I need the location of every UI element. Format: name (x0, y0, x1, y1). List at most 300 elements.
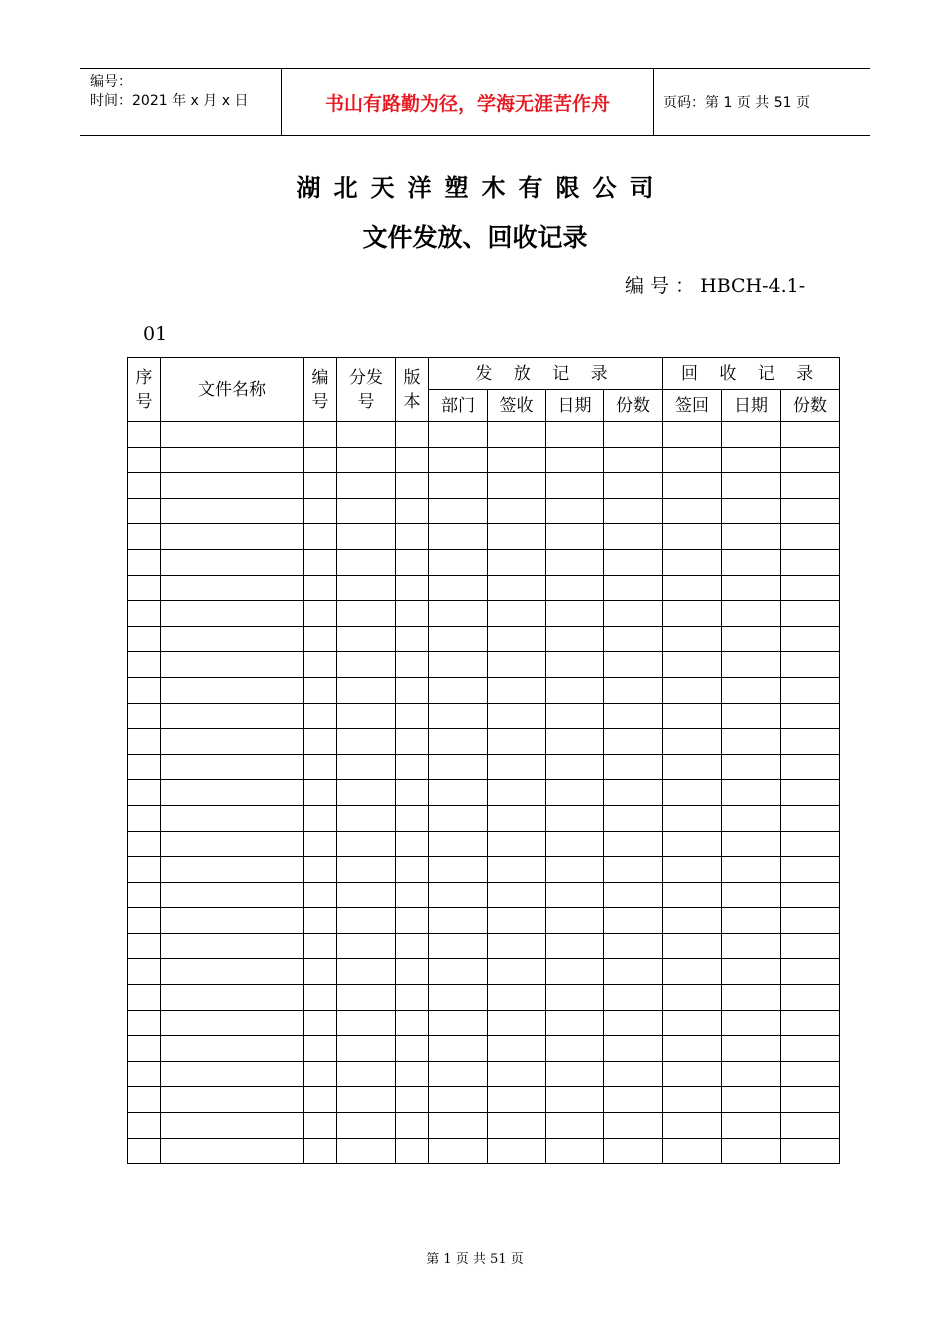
table-cell[interactable] (128, 908, 161, 934)
table-cell[interactable] (604, 1138, 663, 1164)
table-cell[interactable] (304, 1138, 337, 1164)
table-cell[interactable] (429, 1138, 488, 1164)
table-cell[interactable] (396, 1113, 429, 1139)
table-cell[interactable] (161, 754, 304, 780)
table-cell[interactable] (429, 524, 488, 550)
table-cell[interactable] (488, 524, 546, 550)
table-cell[interactable] (781, 575, 840, 601)
table-cell[interactable] (304, 908, 337, 934)
table-cell[interactable] (429, 780, 488, 806)
table-cell[interactable] (781, 1138, 840, 1164)
table-cell[interactable] (663, 703, 722, 729)
table-cell[interactable] (722, 959, 781, 985)
table-cell[interactable] (663, 422, 722, 448)
table-cell[interactable] (128, 831, 161, 857)
table-cell[interactable] (128, 1036, 161, 1062)
table-cell[interactable] (781, 1010, 840, 1036)
table-cell[interactable] (781, 857, 840, 883)
table-cell[interactable] (396, 882, 429, 908)
table-cell[interactable] (128, 652, 161, 678)
table-cell[interactable] (781, 831, 840, 857)
table-cell[interactable] (604, 473, 663, 499)
table-cell[interactable] (337, 1061, 396, 1087)
table-cell[interactable] (722, 473, 781, 499)
table-cell[interactable] (781, 754, 840, 780)
table-cell[interactable] (337, 857, 396, 883)
table-cell[interactable] (396, 703, 429, 729)
table-cell[interactable] (546, 933, 604, 959)
table-cell[interactable] (488, 1010, 546, 1036)
table-cell[interactable] (396, 908, 429, 934)
table-cell[interactable] (161, 575, 304, 601)
table-cell[interactable] (396, 985, 429, 1011)
table-cell[interactable] (128, 1087, 161, 1113)
table-cell[interactable] (337, 959, 396, 985)
table-cell[interactable] (722, 1087, 781, 1113)
table-cell[interactable] (488, 831, 546, 857)
table-cell[interactable] (304, 1087, 337, 1113)
table-cell[interactable] (337, 473, 396, 499)
table-cell[interactable] (722, 601, 781, 627)
table-cell[interactable] (429, 626, 488, 652)
table-cell[interactable] (161, 933, 304, 959)
table-cell[interactable] (128, 626, 161, 652)
table-cell[interactable] (488, 805, 546, 831)
table-cell[interactable] (396, 1138, 429, 1164)
table-cell[interactable] (663, 677, 722, 703)
table-cell[interactable] (337, 780, 396, 806)
table-cell[interactable] (161, 882, 304, 908)
table-cell[interactable] (781, 959, 840, 985)
table-cell[interactable] (604, 549, 663, 575)
table-cell[interactable] (604, 575, 663, 601)
table-cell[interactable] (396, 1061, 429, 1087)
table-cell[interactable] (161, 1087, 304, 1113)
table-cell[interactable] (429, 1113, 488, 1139)
table-cell[interactable] (128, 805, 161, 831)
table-cell[interactable] (781, 447, 840, 473)
table-cell[interactable] (781, 1087, 840, 1113)
table-cell[interactable] (488, 985, 546, 1011)
table-cell[interactable] (604, 831, 663, 857)
table-cell[interactable] (604, 908, 663, 934)
table-cell[interactable] (781, 677, 840, 703)
table-cell[interactable] (337, 626, 396, 652)
table-cell[interactable] (304, 1036, 337, 1062)
table-cell[interactable] (604, 882, 663, 908)
table-cell[interactable] (663, 626, 722, 652)
table-cell[interactable] (546, 831, 604, 857)
table-cell[interactable] (161, 985, 304, 1011)
table-cell[interactable] (546, 729, 604, 755)
table-cell[interactable] (337, 805, 396, 831)
table-cell[interactable] (546, 908, 604, 934)
table-cell[interactable] (128, 549, 161, 575)
table-cell[interactable] (161, 626, 304, 652)
table-cell[interactable] (429, 575, 488, 601)
table-cell[interactable] (546, 524, 604, 550)
table-cell[interactable] (429, 447, 488, 473)
table-cell[interactable] (304, 447, 337, 473)
table-cell[interactable] (781, 703, 840, 729)
table-cell[interactable] (337, 908, 396, 934)
table-cell[interactable] (429, 703, 488, 729)
table-cell[interactable] (488, 908, 546, 934)
table-cell[interactable] (722, 549, 781, 575)
table-cell[interactable] (337, 1036, 396, 1062)
table-cell[interactable] (304, 703, 337, 729)
table-cell[interactable] (604, 754, 663, 780)
table-cell[interactable] (722, 1010, 781, 1036)
table-cell[interactable] (429, 805, 488, 831)
table-cell[interactable] (304, 575, 337, 601)
table-cell[interactable] (488, 933, 546, 959)
table-cell[interactable] (722, 652, 781, 678)
table-cell[interactable] (429, 857, 488, 883)
table-cell[interactable] (488, 549, 546, 575)
table-cell[interactable] (304, 473, 337, 499)
table-cell[interactable] (304, 805, 337, 831)
table-cell[interactable] (546, 959, 604, 985)
table-cell[interactable] (604, 1061, 663, 1087)
table-cell[interactable] (722, 498, 781, 524)
table-cell[interactable] (161, 677, 304, 703)
table-cell[interactable] (488, 422, 546, 448)
table-cell[interactable] (429, 908, 488, 934)
table-cell[interactable] (663, 729, 722, 755)
table-cell[interactable] (663, 1036, 722, 1062)
table-cell[interactable] (546, 549, 604, 575)
table-cell[interactable] (604, 857, 663, 883)
table-cell[interactable] (488, 780, 546, 806)
table-cell[interactable] (337, 1087, 396, 1113)
table-cell[interactable] (663, 601, 722, 627)
table-cell[interactable] (604, 1087, 663, 1113)
table-cell[interactable] (396, 447, 429, 473)
table-cell[interactable] (663, 447, 722, 473)
table-cell[interactable] (781, 498, 840, 524)
table-cell[interactable] (604, 447, 663, 473)
table-cell[interactable] (781, 626, 840, 652)
table-cell[interactable] (128, 703, 161, 729)
table-cell[interactable] (128, 677, 161, 703)
table-cell[interactable] (488, 677, 546, 703)
table-cell[interactable] (161, 1138, 304, 1164)
table-cell[interactable] (546, 498, 604, 524)
table-cell[interactable] (546, 575, 604, 601)
table-cell[interactable] (488, 857, 546, 883)
table-cell[interactable] (161, 1061, 304, 1087)
table-cell[interactable] (663, 473, 722, 499)
table-cell[interactable] (663, 908, 722, 934)
table-cell[interactable] (604, 985, 663, 1011)
table-cell[interactable] (663, 882, 722, 908)
table-cell[interactable] (161, 831, 304, 857)
table-cell[interactable] (161, 1036, 304, 1062)
table-cell[interactable] (161, 524, 304, 550)
table-cell[interactable] (396, 652, 429, 678)
table-cell[interactable] (396, 677, 429, 703)
table-cell[interactable] (304, 1010, 337, 1036)
table-cell[interactable] (337, 498, 396, 524)
table-cell[interactable] (161, 703, 304, 729)
table-cell[interactable] (128, 754, 161, 780)
table-cell[interactable] (722, 524, 781, 550)
table-cell[interactable] (396, 524, 429, 550)
table-cell[interactable] (722, 882, 781, 908)
table-cell[interactable] (429, 677, 488, 703)
table-cell[interactable] (429, 959, 488, 985)
table-cell[interactable] (128, 498, 161, 524)
table-cell[interactable] (304, 524, 337, 550)
table-cell[interactable] (128, 882, 161, 908)
table-cell[interactable] (304, 1113, 337, 1139)
table-cell[interactable] (429, 754, 488, 780)
table-cell[interactable] (781, 601, 840, 627)
table-cell[interactable] (663, 1113, 722, 1139)
table-cell[interactable] (304, 601, 337, 627)
table-cell[interactable] (396, 626, 429, 652)
table-cell[interactable] (337, 831, 396, 857)
table-cell[interactable] (546, 626, 604, 652)
table-cell[interactable] (722, 1036, 781, 1062)
table-cell[interactable] (337, 1138, 396, 1164)
table-cell[interactable] (546, 1036, 604, 1062)
table-cell[interactable] (128, 1113, 161, 1139)
table-cell[interactable] (488, 447, 546, 473)
table-cell[interactable] (546, 1138, 604, 1164)
table-cell[interactable] (128, 933, 161, 959)
table-cell[interactable] (304, 1061, 337, 1087)
table-cell[interactable] (722, 422, 781, 448)
table-cell[interactable] (337, 652, 396, 678)
table-cell[interactable] (161, 447, 304, 473)
table-cell[interactable] (429, 549, 488, 575)
table-cell[interactable] (337, 882, 396, 908)
table-cell[interactable] (161, 959, 304, 985)
table-cell[interactable] (546, 1087, 604, 1113)
table-cell[interactable] (604, 780, 663, 806)
table-cell[interactable] (161, 729, 304, 755)
table-cell[interactable] (663, 857, 722, 883)
table-cell[interactable] (337, 985, 396, 1011)
table-cell[interactable] (304, 422, 337, 448)
table-cell[interactable] (161, 652, 304, 678)
table-cell[interactable] (722, 1113, 781, 1139)
table-cell[interactable] (429, 882, 488, 908)
table-cell[interactable] (488, 473, 546, 499)
table-cell[interactable] (429, 498, 488, 524)
table-cell[interactable] (604, 422, 663, 448)
table-cell[interactable] (604, 959, 663, 985)
table-cell[interactable] (604, 626, 663, 652)
table-cell[interactable] (488, 1087, 546, 1113)
table-cell[interactable] (546, 1061, 604, 1087)
table-cell[interactable] (161, 857, 304, 883)
table-cell[interactable] (161, 422, 304, 448)
table-cell[interactable] (663, 959, 722, 985)
table-cell[interactable] (128, 729, 161, 755)
table-cell[interactable] (337, 729, 396, 755)
table-cell[interactable] (604, 601, 663, 627)
table-cell[interactable] (337, 575, 396, 601)
table-cell[interactable] (304, 857, 337, 883)
table-cell[interactable] (781, 882, 840, 908)
table-cell[interactable] (546, 652, 604, 678)
table-cell[interactable] (604, 1036, 663, 1062)
table-cell[interactable] (304, 729, 337, 755)
table-cell[interactable] (161, 908, 304, 934)
table-cell[interactable] (546, 473, 604, 499)
table-cell[interactable] (722, 857, 781, 883)
table-cell[interactable] (161, 473, 304, 499)
table-cell[interactable] (546, 601, 604, 627)
table-cell[interactable] (429, 831, 488, 857)
table-cell[interactable] (663, 549, 722, 575)
table-cell[interactable] (604, 498, 663, 524)
table-cell[interactable] (161, 1113, 304, 1139)
table-cell[interactable] (604, 1010, 663, 1036)
table-cell[interactable] (488, 601, 546, 627)
table-cell[interactable] (128, 524, 161, 550)
table-cell[interactable] (781, 805, 840, 831)
table-cell[interactable] (396, 498, 429, 524)
table-cell[interactable] (488, 626, 546, 652)
table-cell[interactable] (722, 677, 781, 703)
table-cell[interactable] (429, 729, 488, 755)
table-cell[interactable] (128, 473, 161, 499)
table-cell[interactable] (781, 549, 840, 575)
table-cell[interactable] (128, 1061, 161, 1087)
table-cell[interactable] (396, 473, 429, 499)
table-cell[interactable] (396, 601, 429, 627)
table-cell[interactable] (663, 985, 722, 1011)
table-cell[interactable] (128, 985, 161, 1011)
table-cell[interactable] (304, 985, 337, 1011)
table-cell[interactable] (781, 729, 840, 755)
table-cell[interactable] (161, 780, 304, 806)
table-cell[interactable] (663, 1010, 722, 1036)
table-cell[interactable] (429, 652, 488, 678)
table-cell[interactable] (722, 831, 781, 857)
table-cell[interactable] (604, 524, 663, 550)
table-cell[interactable] (304, 933, 337, 959)
table-cell[interactable] (304, 959, 337, 985)
table-cell[interactable] (488, 1113, 546, 1139)
table-cell[interactable] (396, 422, 429, 448)
table-cell[interactable] (546, 1113, 604, 1139)
table-cell[interactable] (781, 985, 840, 1011)
table-cell[interactable] (781, 652, 840, 678)
table-cell[interactable] (488, 959, 546, 985)
table-cell[interactable] (722, 933, 781, 959)
table-cell[interactable] (429, 1036, 488, 1062)
table-cell[interactable] (722, 447, 781, 473)
table-cell[interactable] (128, 857, 161, 883)
table-cell[interactable] (396, 549, 429, 575)
table-cell[interactable] (663, 524, 722, 550)
table-cell[interactable] (604, 805, 663, 831)
table-cell[interactable] (663, 498, 722, 524)
table-cell[interactable] (488, 754, 546, 780)
table-cell[interactable] (128, 780, 161, 806)
table-cell[interactable] (663, 1061, 722, 1087)
table-cell[interactable] (304, 652, 337, 678)
table-cell[interactable] (781, 1113, 840, 1139)
table-cell[interactable] (488, 498, 546, 524)
table-cell[interactable] (546, 985, 604, 1011)
table-cell[interactable] (429, 473, 488, 499)
table-cell[interactable] (304, 754, 337, 780)
table-cell[interactable] (488, 703, 546, 729)
table-cell[interactable] (429, 1087, 488, 1113)
table-cell[interactable] (722, 754, 781, 780)
table-cell[interactable] (604, 652, 663, 678)
table-cell[interactable] (396, 1087, 429, 1113)
table-cell[interactable] (604, 729, 663, 755)
table-cell[interactable] (304, 626, 337, 652)
table-cell[interactable] (396, 1036, 429, 1062)
table-cell[interactable] (396, 933, 429, 959)
table-cell[interactable] (337, 524, 396, 550)
table-cell[interactable] (337, 933, 396, 959)
table-cell[interactable] (337, 447, 396, 473)
table-cell[interactable] (429, 933, 488, 959)
table-cell[interactable] (429, 422, 488, 448)
table-cell[interactable] (722, 626, 781, 652)
table-cell[interactable] (663, 652, 722, 678)
table-cell[interactable] (304, 831, 337, 857)
table-cell[interactable] (663, 575, 722, 601)
table-cell[interactable] (128, 601, 161, 627)
table-cell[interactable] (488, 652, 546, 678)
table-cell[interactable] (429, 985, 488, 1011)
table-cell[interactable] (304, 498, 337, 524)
table-cell[interactable] (396, 780, 429, 806)
table-cell[interactable] (546, 1010, 604, 1036)
table-cell[interactable] (488, 729, 546, 755)
table-cell[interactable] (128, 447, 161, 473)
table-cell[interactable] (128, 959, 161, 985)
table-cell[interactable] (396, 831, 429, 857)
table-cell[interactable] (604, 677, 663, 703)
table-cell[interactable] (722, 805, 781, 831)
table-cell[interactable] (337, 601, 396, 627)
table-cell[interactable] (337, 677, 396, 703)
table-cell[interactable] (161, 1010, 304, 1036)
table-cell[interactable] (722, 1061, 781, 1087)
table-cell[interactable] (781, 908, 840, 934)
table-cell[interactable] (546, 754, 604, 780)
table-cell[interactable] (128, 1138, 161, 1164)
table-cell[interactable] (429, 601, 488, 627)
table-cell[interactable] (396, 857, 429, 883)
table-cell[interactable] (161, 549, 304, 575)
table-cell[interactable] (722, 985, 781, 1011)
table-cell[interactable] (304, 549, 337, 575)
table-cell[interactable] (663, 831, 722, 857)
table-cell[interactable] (781, 1036, 840, 1062)
table-cell[interactable] (781, 422, 840, 448)
table-cell[interactable] (604, 933, 663, 959)
table-cell[interactable] (304, 882, 337, 908)
table-cell[interactable] (663, 754, 722, 780)
table-cell[interactable] (128, 1010, 161, 1036)
table-cell[interactable] (396, 805, 429, 831)
table-cell[interactable] (128, 422, 161, 448)
table-cell[interactable] (781, 1061, 840, 1087)
table-cell[interactable] (546, 677, 604, 703)
